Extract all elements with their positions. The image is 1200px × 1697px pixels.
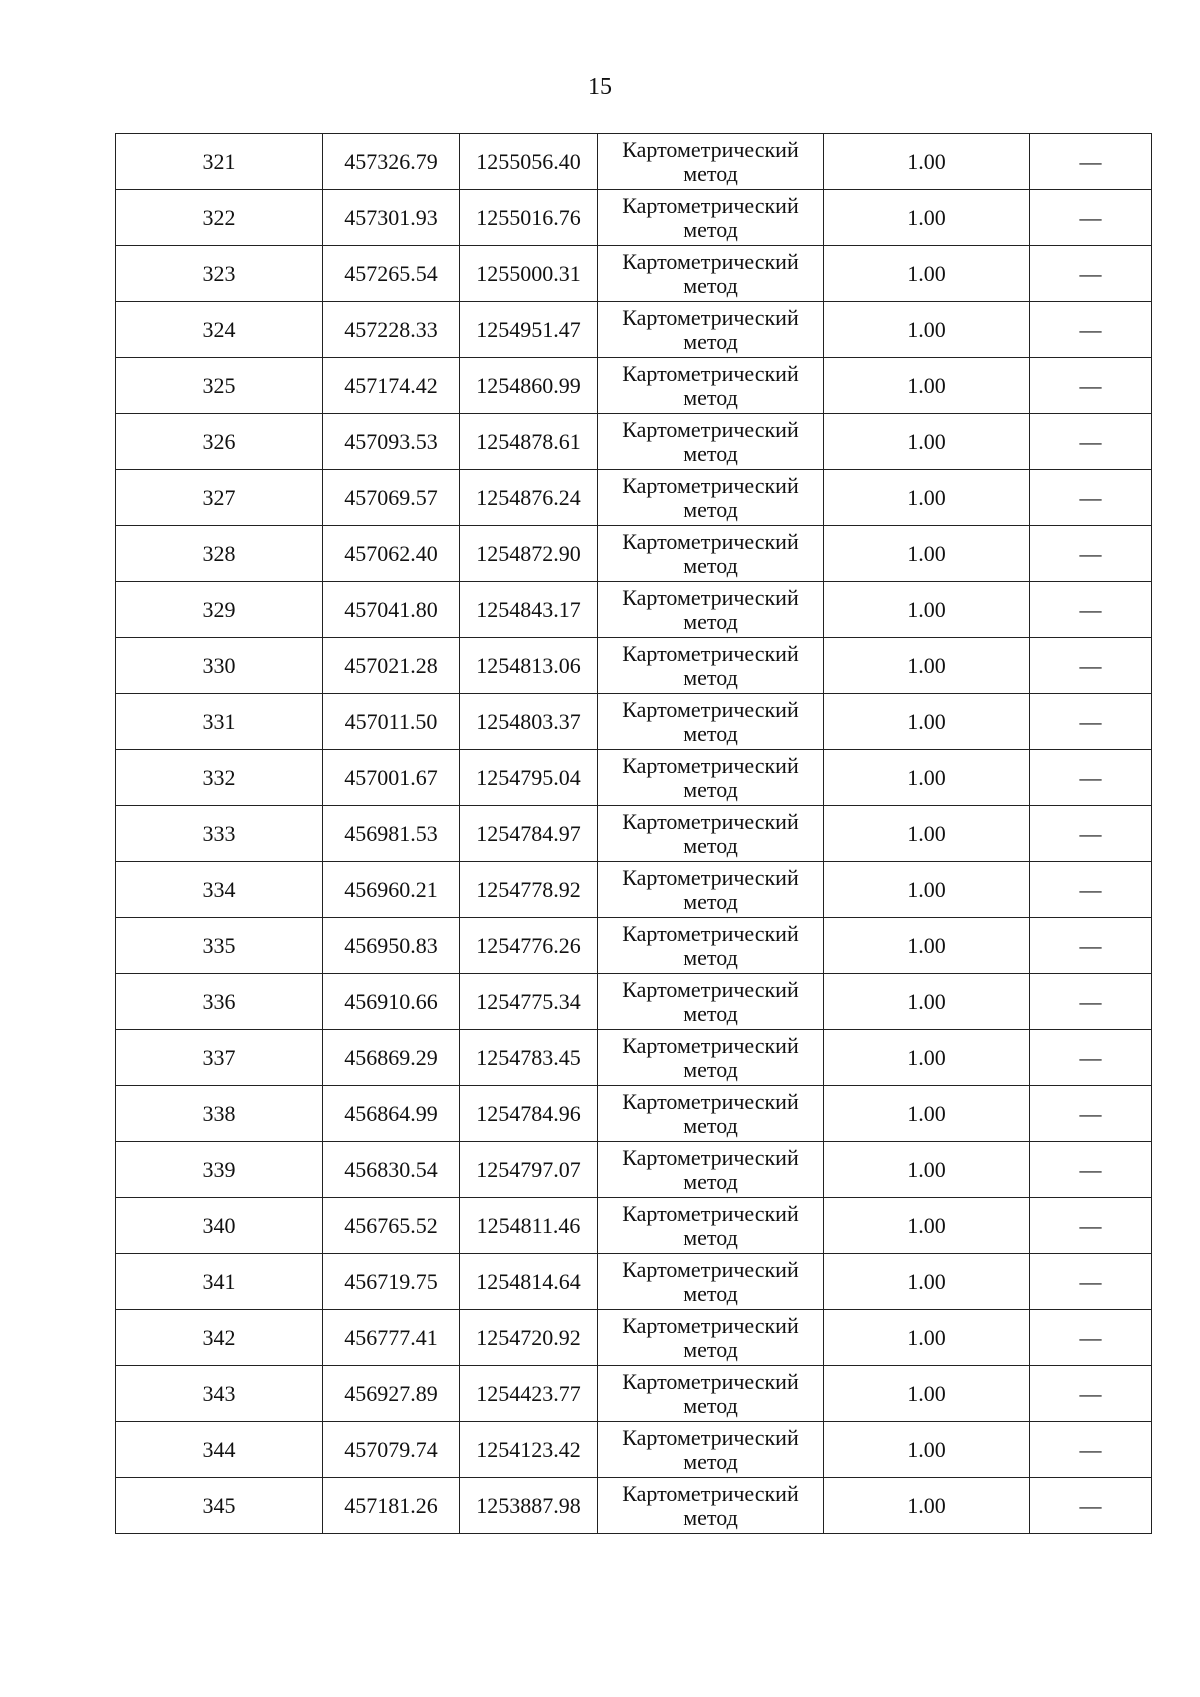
- y-coordinate-cell: 1254775.34: [460, 974, 598, 1030]
- accuracy-cell: 1.00: [824, 750, 1030, 806]
- x-coordinate-cell: 457228.33: [323, 302, 460, 358]
- table-row: [116, 974, 1152, 1030]
- x-coordinate-cell: 456869.29: [323, 1030, 460, 1086]
- table-row: [116, 862, 1152, 918]
- x-coordinate-cell: 457079.74: [323, 1422, 460, 1478]
- method-cell: [598, 414, 824, 470]
- method-cell: [598, 862, 824, 918]
- method-line-2: метод: [683, 1280, 738, 1306]
- point-number-cell: 335: [116, 918, 323, 974]
- method-line-1: Картометрический: [622, 1088, 799, 1114]
- accuracy-cell: 1.00: [824, 1030, 1030, 1086]
- accuracy-cell: 1.00: [824, 470, 1030, 526]
- table-row: [116, 1366, 1152, 1422]
- method-line-1: Картометрический: [622, 528, 799, 554]
- point-number-cell: 328: [116, 526, 323, 582]
- note-cell: —: [1030, 694, 1152, 750]
- x-coordinate-cell: 457041.80: [323, 582, 460, 638]
- point-number-cell: 325: [116, 358, 323, 414]
- y-coordinate-cell: 1254872.90: [460, 526, 598, 582]
- y-coordinate-cell: 1254811.46: [460, 1198, 598, 1254]
- method-line-2: метод: [683, 384, 738, 410]
- y-coordinate-cell: 1254876.24: [460, 470, 598, 526]
- table-row: [116, 1478, 1152, 1534]
- y-coordinate-cell: 1255056.40: [460, 134, 598, 190]
- table-row: [116, 918, 1152, 974]
- y-coordinate-cell: 1254813.06: [460, 638, 598, 694]
- point-number-cell: 341: [116, 1254, 323, 1310]
- y-coordinate-cell: 1254843.17: [460, 582, 598, 638]
- note-cell: —: [1030, 246, 1152, 302]
- method-line-1: Картометрический: [622, 304, 799, 330]
- x-coordinate-cell: 457174.42: [323, 358, 460, 414]
- method-line-1: Картометрический: [622, 976, 799, 1002]
- x-coordinate-cell: 457011.50: [323, 694, 460, 750]
- method-cell: [598, 246, 824, 302]
- method-cell: [598, 1142, 824, 1198]
- method-cell: [598, 1310, 824, 1366]
- point-number-cell: 326: [116, 414, 323, 470]
- note-cell: —: [1030, 582, 1152, 638]
- table-row: [116, 1422, 1152, 1478]
- method-line-1: Картометрический: [622, 1312, 799, 1338]
- method-cell: [598, 638, 824, 694]
- method-cell: [598, 1478, 824, 1534]
- y-coordinate-cell: 1254423.77: [460, 1366, 598, 1422]
- table-row: [116, 526, 1152, 582]
- table-row: [116, 302, 1152, 358]
- method-line-2: метод: [683, 160, 738, 186]
- method-line-1: Картометрический: [622, 696, 799, 722]
- x-coordinate-cell: 457326.79: [323, 134, 460, 190]
- x-coordinate-cell: 456830.54: [323, 1142, 460, 1198]
- point-number-cell: 338: [116, 1086, 323, 1142]
- y-coordinate-cell: 1255016.76: [460, 190, 598, 246]
- table-row: [116, 358, 1152, 414]
- accuracy-cell: 1.00: [824, 974, 1030, 1030]
- accuracy-cell: 1.00: [824, 358, 1030, 414]
- accuracy-cell: 1.00: [824, 1366, 1030, 1422]
- note-cell: —: [1030, 1030, 1152, 1086]
- accuracy-cell: 1.00: [824, 190, 1030, 246]
- accuracy-cell: 1.00: [824, 862, 1030, 918]
- point-number-cell: 334: [116, 862, 323, 918]
- y-coordinate-cell: 1254797.07: [460, 1142, 598, 1198]
- accuracy-cell: 1.00: [824, 694, 1030, 750]
- accuracy-cell: 1.00: [824, 1310, 1030, 1366]
- x-coordinate-cell: 456719.75: [323, 1254, 460, 1310]
- method-cell: [598, 1422, 824, 1478]
- method-line-2: метод: [683, 552, 738, 578]
- point-number-cell: 343: [116, 1366, 323, 1422]
- y-coordinate-cell: 1254803.37: [460, 694, 598, 750]
- method-cell: [598, 806, 824, 862]
- method-line-1: Картометрический: [622, 1480, 799, 1506]
- method-cell: [598, 302, 824, 358]
- accuracy-cell: 1.00: [824, 582, 1030, 638]
- method-line-1: Картометрический: [622, 472, 799, 498]
- point-number-cell: 340: [116, 1198, 323, 1254]
- method-cell: [598, 470, 824, 526]
- point-number-cell: 339: [116, 1142, 323, 1198]
- method-cell: [598, 694, 824, 750]
- table-row: [116, 1198, 1152, 1254]
- method-line-2: метод: [683, 1224, 738, 1250]
- y-coordinate-cell: 1254778.92: [460, 862, 598, 918]
- note-cell: —: [1030, 806, 1152, 862]
- table-row: [116, 1086, 1152, 1142]
- accuracy-cell: 1.00: [824, 302, 1030, 358]
- note-cell: —: [1030, 1254, 1152, 1310]
- method-cell: [598, 358, 824, 414]
- accuracy-cell: 1.00: [824, 1422, 1030, 1478]
- x-coordinate-cell: 456765.52: [323, 1198, 460, 1254]
- point-number-cell: 336: [116, 974, 323, 1030]
- y-coordinate-cell: 1254784.96: [460, 1086, 598, 1142]
- accuracy-cell: 1.00: [824, 246, 1030, 302]
- method-cell: [598, 134, 824, 190]
- x-coordinate-cell: 457181.26: [323, 1478, 460, 1534]
- accuracy-cell: 1.00: [824, 1254, 1030, 1310]
- x-coordinate-cell: 457093.53: [323, 414, 460, 470]
- y-coordinate-cell: 1255000.31: [460, 246, 598, 302]
- note-cell: —: [1030, 190, 1152, 246]
- table-row: [116, 1030, 1152, 1086]
- method-line-2: метод: [683, 1504, 738, 1530]
- x-coordinate-cell: 457069.57: [323, 470, 460, 526]
- point-number-cell: 323: [116, 246, 323, 302]
- x-coordinate-cell: 457021.28: [323, 638, 460, 694]
- method-line-2: метод: [683, 1392, 738, 1418]
- table-body: [116, 134, 1152, 1534]
- note-cell: —: [1030, 470, 1152, 526]
- method-line-2: метод: [683, 328, 738, 354]
- y-coordinate-cell: 1253887.98: [460, 1478, 598, 1534]
- accuracy-cell: 1.00: [824, 1086, 1030, 1142]
- method-line-2: метод: [683, 608, 738, 634]
- accuracy-cell: 1.00: [824, 918, 1030, 974]
- method-cell: [598, 750, 824, 806]
- method-line-1: Картометрический: [622, 752, 799, 778]
- method-cell: [598, 190, 824, 246]
- method-line-2: метод: [683, 1448, 738, 1474]
- table-row: [116, 414, 1152, 470]
- method-cell: [598, 1030, 824, 1086]
- note-cell: —: [1030, 358, 1152, 414]
- x-coordinate-cell: 456777.41: [323, 1310, 460, 1366]
- note-cell: —: [1030, 1142, 1152, 1198]
- method-line-2: метод: [683, 272, 738, 298]
- coordinates-table: [115, 133, 1152, 1534]
- method-line-2: метод: [683, 776, 738, 802]
- method-line-1: Картометрический: [622, 360, 799, 386]
- method-line-1: Картометрический: [622, 1200, 799, 1226]
- note-cell: —: [1030, 1086, 1152, 1142]
- x-coordinate-cell: 456960.21: [323, 862, 460, 918]
- page-number: 15: [588, 74, 612, 100]
- method-cell: [598, 526, 824, 582]
- point-number-cell: 322: [116, 190, 323, 246]
- table-row: [116, 638, 1152, 694]
- x-coordinate-cell: 456864.99: [323, 1086, 460, 1142]
- point-number-cell: 345: [116, 1478, 323, 1534]
- method-cell: [598, 918, 824, 974]
- accuracy-cell: 1.00: [824, 134, 1030, 190]
- method-line-1: Картометрический: [622, 1032, 799, 1058]
- method-line-2: метод: [683, 664, 738, 690]
- point-number-cell: 327: [116, 470, 323, 526]
- table-row: [116, 134, 1152, 190]
- method-line-1: Картометрический: [622, 192, 799, 218]
- accuracy-cell: 1.00: [824, 1198, 1030, 1254]
- y-coordinate-cell: 1254784.97: [460, 806, 598, 862]
- note-cell: —: [1030, 638, 1152, 694]
- x-coordinate-cell: 456981.53: [323, 806, 460, 862]
- table-row: [116, 1310, 1152, 1366]
- point-number-cell: 324: [116, 302, 323, 358]
- method-line-2: метод: [683, 216, 738, 242]
- point-number-cell: 321: [116, 134, 323, 190]
- method-line-1: Картометрический: [622, 1424, 799, 1450]
- accuracy-cell: 1.00: [824, 1478, 1030, 1534]
- method-line-2: метод: [683, 440, 738, 466]
- x-coordinate-cell: 457301.93: [323, 190, 460, 246]
- method-cell: [598, 1198, 824, 1254]
- method-line-2: метод: [683, 944, 738, 970]
- accuracy-cell: 1.00: [824, 806, 1030, 862]
- method-line-1: Картометрический: [622, 920, 799, 946]
- note-cell: —: [1030, 1310, 1152, 1366]
- x-coordinate-cell: 456927.89: [323, 1366, 460, 1422]
- note-cell: —: [1030, 1366, 1152, 1422]
- table-row: [116, 582, 1152, 638]
- method-line-2: метод: [683, 832, 738, 858]
- accuracy-cell: 1.00: [824, 638, 1030, 694]
- note-cell: —: [1030, 302, 1152, 358]
- point-number-cell: 330: [116, 638, 323, 694]
- method-cell: [598, 1366, 824, 1422]
- method-line-1: Картометрический: [622, 640, 799, 666]
- note-cell: —: [1030, 526, 1152, 582]
- accuracy-cell: 1.00: [824, 414, 1030, 470]
- point-number-cell: 337: [116, 1030, 323, 1086]
- point-number-cell: 329: [116, 582, 323, 638]
- x-coordinate-cell: 457062.40: [323, 526, 460, 582]
- note-cell: —: [1030, 134, 1152, 190]
- method-line-1: Картометрический: [622, 416, 799, 442]
- point-number-cell: 342: [116, 1310, 323, 1366]
- table-row: [116, 1142, 1152, 1198]
- table-row: [116, 1254, 1152, 1310]
- point-number-cell: 333: [116, 806, 323, 862]
- x-coordinate-cell: 457001.67: [323, 750, 460, 806]
- method-line-2: метод: [683, 1112, 738, 1138]
- note-cell: —: [1030, 750, 1152, 806]
- table-row: [116, 470, 1152, 526]
- accuracy-cell: 1.00: [824, 526, 1030, 582]
- table-row: [116, 806, 1152, 862]
- table-row: [116, 246, 1152, 302]
- table-row: [116, 190, 1152, 246]
- method-line-1: Картометрический: [622, 808, 799, 834]
- method-line-1: Картометрический: [622, 864, 799, 890]
- x-coordinate-cell: 456910.66: [323, 974, 460, 1030]
- method-line-1: Картометрический: [622, 1144, 799, 1170]
- method-line-2: метод: [683, 720, 738, 746]
- method-line-1: Картометрический: [622, 1256, 799, 1282]
- x-coordinate-cell: 456950.83: [323, 918, 460, 974]
- y-coordinate-cell: 1254783.45: [460, 1030, 598, 1086]
- y-coordinate-cell: 1254860.99: [460, 358, 598, 414]
- note-cell: —: [1030, 1198, 1152, 1254]
- method-cell: [598, 974, 824, 1030]
- point-number-cell: 331: [116, 694, 323, 750]
- method-line-1: Картометрический: [622, 248, 799, 274]
- method-line-1: Картометрический: [622, 1368, 799, 1394]
- method-line-2: метод: [683, 1000, 738, 1026]
- method-cell: [598, 1086, 824, 1142]
- note-cell: —: [1030, 974, 1152, 1030]
- accuracy-cell: 1.00: [824, 1142, 1030, 1198]
- point-number-cell: 344: [116, 1422, 323, 1478]
- note-cell: —: [1030, 414, 1152, 470]
- method-line-2: метод: [683, 496, 738, 522]
- method-cell: [598, 582, 824, 638]
- method-line-2: метод: [683, 1168, 738, 1194]
- y-coordinate-cell: 1254123.42: [460, 1422, 598, 1478]
- method-line-2: метод: [683, 888, 738, 914]
- y-coordinate-cell: 1254720.92: [460, 1310, 598, 1366]
- table-row: [116, 694, 1152, 750]
- point-number-cell: 332: [116, 750, 323, 806]
- method-line-1: Картометрический: [622, 584, 799, 610]
- y-coordinate-cell: 1254814.64: [460, 1254, 598, 1310]
- method-line-2: метод: [683, 1056, 738, 1082]
- y-coordinate-cell: 1254776.26: [460, 918, 598, 974]
- method-cell: [598, 1254, 824, 1310]
- x-coordinate-cell: 457265.54: [323, 246, 460, 302]
- note-cell: —: [1030, 1422, 1152, 1478]
- method-line-2: метод: [683, 1336, 738, 1362]
- note-cell: —: [1030, 1478, 1152, 1534]
- y-coordinate-cell: 1254878.61: [460, 414, 598, 470]
- table-row: [116, 750, 1152, 806]
- method-line-1: Картометрический: [622, 136, 799, 162]
- y-coordinate-cell: 1254951.47: [460, 302, 598, 358]
- y-coordinate-cell: 1254795.04: [460, 750, 598, 806]
- note-cell: —: [1030, 918, 1152, 974]
- note-cell: —: [1030, 862, 1152, 918]
